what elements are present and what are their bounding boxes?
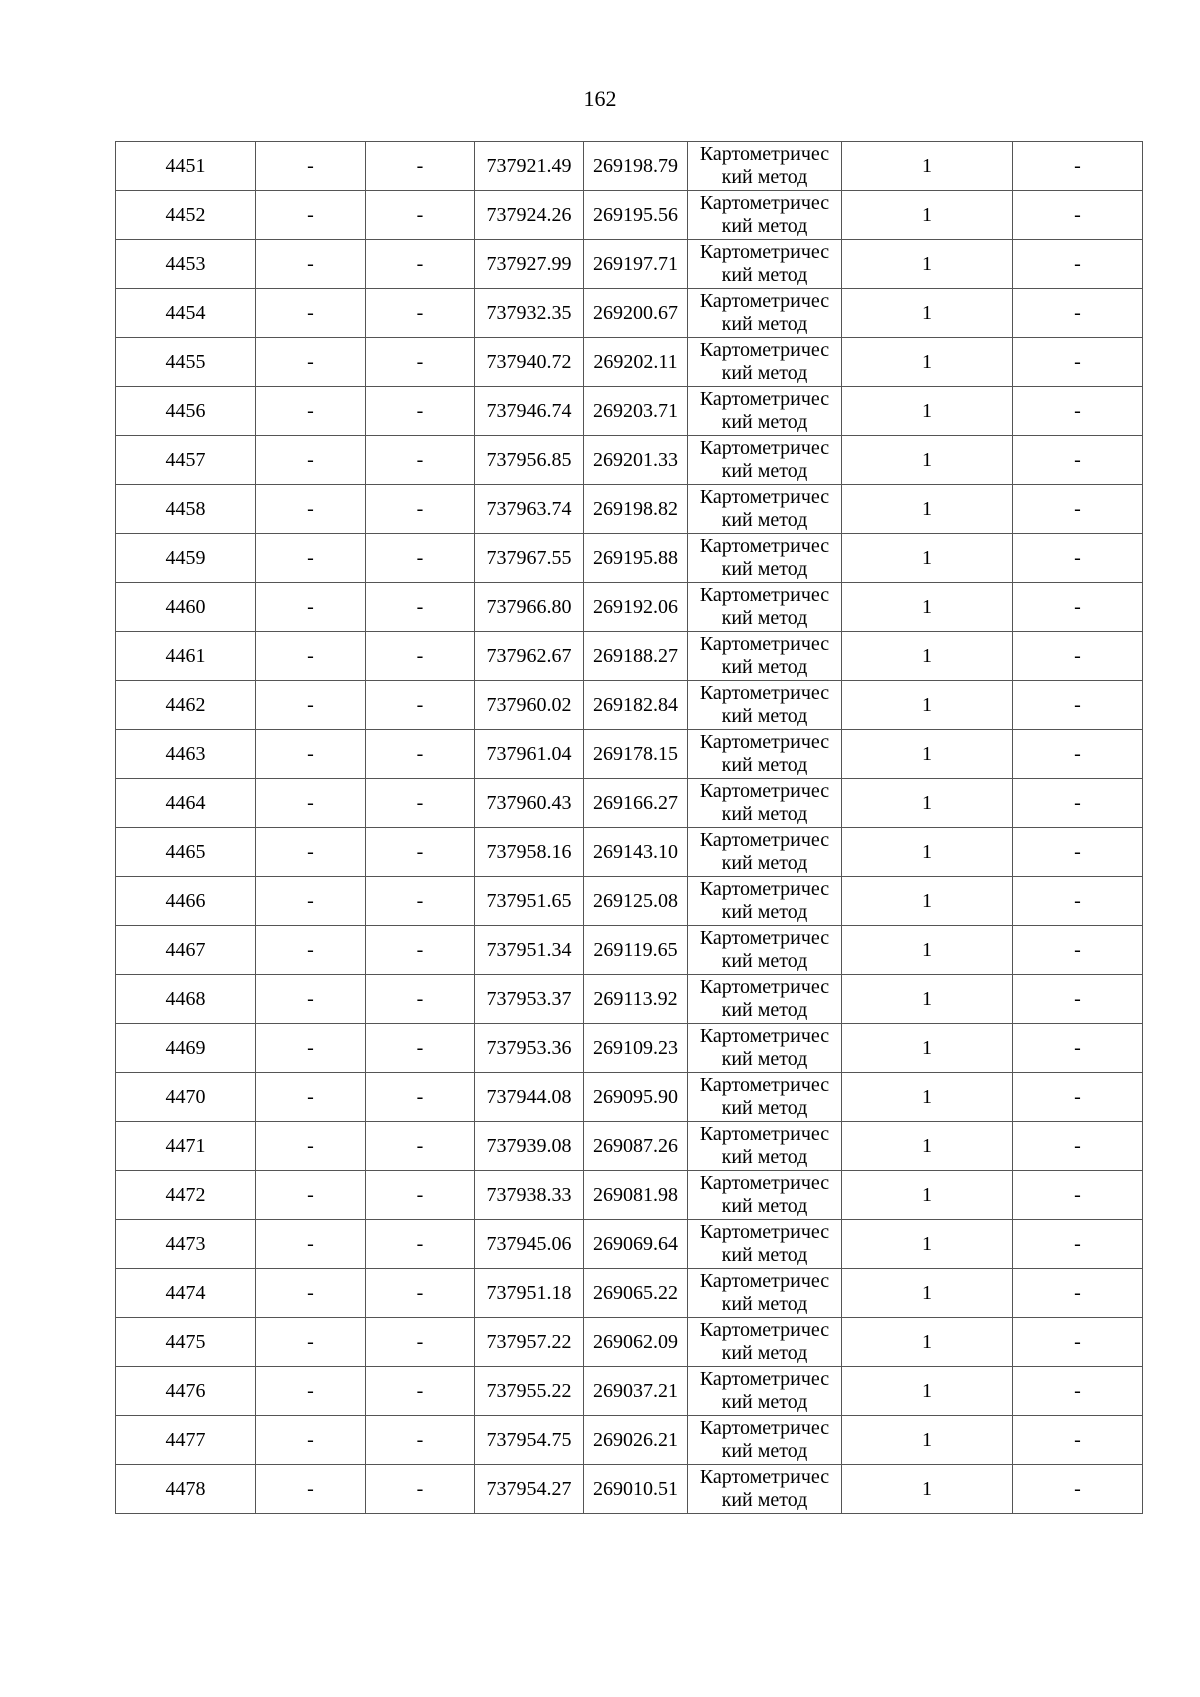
table-row <box>116 485 1143 534</box>
method-cell: Картометричес кий метод <box>688 1269 842 1318</box>
note-cell: - <box>1013 534 1143 583</box>
dash-cell: - <box>366 485 475 534</box>
coord-y-cell: 269095.90 <box>584 1073 688 1122</box>
accuracy-cell: 1 <box>842 1171 1013 1220</box>
accuracy-cell: 1 <box>842 1367 1013 1416</box>
note-cell: - <box>1013 877 1143 926</box>
table-row <box>116 877 1143 926</box>
accuracy-cell: 1 <box>842 877 1013 926</box>
coord-x-cell: 737921.49 <box>475 142 584 191</box>
dash-cell: - <box>256 975 366 1024</box>
method-cell: Картометричес кий метод <box>688 338 842 387</box>
method-cell: Картометричес кий метод <box>688 681 842 730</box>
note-cell: - <box>1013 828 1143 877</box>
note-cell: - <box>1013 1024 1143 1073</box>
point-number-cell: 4476 <box>116 1367 256 1416</box>
point-number-cell: 4453 <box>116 240 256 289</box>
dash-cell: - <box>366 877 475 926</box>
coord-x-cell: 737944.08 <box>475 1073 584 1122</box>
note-cell: - <box>1013 485 1143 534</box>
accuracy-cell: 1 <box>842 1024 1013 1073</box>
coord-x-cell: 737951.34 <box>475 926 584 975</box>
table-row <box>116 142 1143 191</box>
dash-cell: - <box>256 1367 366 1416</box>
method-cell: Картометричес кий метод <box>688 583 842 632</box>
table-row <box>116 1367 1143 1416</box>
accuracy-cell: 1 <box>842 583 1013 632</box>
dash-cell: - <box>256 1465 366 1514</box>
table-row <box>116 583 1143 632</box>
coord-x-cell: 737961.04 <box>475 730 584 779</box>
accuracy-cell: 1 <box>842 1220 1013 1269</box>
point-number-cell: 4460 <box>116 583 256 632</box>
coord-x-cell: 737962.67 <box>475 632 584 681</box>
accuracy-cell: 1 <box>842 828 1013 877</box>
point-number-cell: 4463 <box>116 730 256 779</box>
note-cell: - <box>1013 142 1143 191</box>
accuracy-cell: 1 <box>842 142 1013 191</box>
note-cell: - <box>1013 1465 1143 1514</box>
table-row <box>116 1318 1143 1367</box>
point-number-cell: 4468 <box>116 975 256 1024</box>
method-cell: Картометричес кий метод <box>688 191 842 240</box>
accuracy-cell: 1 <box>842 1073 1013 1122</box>
dash-cell: - <box>256 1220 366 1269</box>
coord-y-cell: 269195.88 <box>584 534 688 583</box>
note-cell: - <box>1013 1171 1143 1220</box>
coord-x-cell: 737966.80 <box>475 583 584 632</box>
coordinates-table <box>115 141 1143 1514</box>
point-number-cell: 4451 <box>116 142 256 191</box>
coord-y-cell: 269166.27 <box>584 779 688 828</box>
dash-cell: - <box>366 975 475 1024</box>
dash-cell: - <box>256 877 366 926</box>
dash-cell: - <box>256 191 366 240</box>
table-row <box>116 1465 1143 1514</box>
coord-y-cell: 269178.15 <box>584 730 688 779</box>
table-row <box>116 828 1143 877</box>
accuracy-cell: 1 <box>842 338 1013 387</box>
dash-cell: - <box>256 289 366 338</box>
accuracy-cell: 1 <box>842 240 1013 289</box>
point-number-cell: 4478 <box>116 1465 256 1514</box>
dash-cell: - <box>366 142 475 191</box>
table-row <box>116 289 1143 338</box>
note-cell: - <box>1013 1318 1143 1367</box>
accuracy-cell: 1 <box>842 1416 1013 1465</box>
dash-cell: - <box>256 779 366 828</box>
table-row <box>116 1122 1143 1171</box>
accuracy-cell: 1 <box>842 1465 1013 1514</box>
dash-cell: - <box>366 534 475 583</box>
note-cell: - <box>1013 1122 1143 1171</box>
accuracy-cell: 1 <box>842 289 1013 338</box>
dash-cell: - <box>256 632 366 681</box>
coord-x-cell: 737960.43 <box>475 779 584 828</box>
method-cell: Картометричес кий метод <box>688 1073 842 1122</box>
dash-cell: - <box>366 1416 475 1465</box>
coord-x-cell: 737953.37 <box>475 975 584 1024</box>
accuracy-cell: 1 <box>842 1318 1013 1367</box>
note-cell: - <box>1013 730 1143 779</box>
method-cell: Картометричес кий метод <box>688 436 842 485</box>
dash-cell: - <box>366 730 475 779</box>
page-number: 162 <box>583 86 617 111</box>
dash-cell: - <box>256 1122 366 1171</box>
coord-y-cell: 269113.92 <box>584 975 688 1024</box>
point-number-cell: 4477 <box>116 1416 256 1465</box>
point-number-cell: 4475 <box>116 1318 256 1367</box>
method-cell: Картометричес кий метод <box>688 240 842 289</box>
accuracy-cell: 1 <box>842 191 1013 240</box>
coord-y-cell: 269125.08 <box>584 877 688 926</box>
note-cell: - <box>1013 1269 1143 1318</box>
note-cell: - <box>1013 975 1143 1024</box>
dash-cell: - <box>256 681 366 730</box>
dash-cell: - <box>256 142 366 191</box>
method-cell: Картометричес кий метод <box>688 289 842 338</box>
dash-cell: - <box>366 632 475 681</box>
dash-cell: - <box>366 289 475 338</box>
point-number-cell: 4466 <box>116 877 256 926</box>
method-cell: Картометричес кий метод <box>688 142 842 191</box>
accuracy-cell: 1 <box>842 779 1013 828</box>
coord-y-cell: 269069.64 <box>584 1220 688 1269</box>
coord-y-cell: 269062.09 <box>584 1318 688 1367</box>
table-row <box>116 387 1143 436</box>
dash-cell: - <box>366 436 475 485</box>
dash-cell: - <box>366 681 475 730</box>
table-row <box>116 1269 1143 1318</box>
accuracy-cell: 1 <box>842 485 1013 534</box>
dash-cell: - <box>366 1122 475 1171</box>
coord-x-cell: 737953.36 <box>475 1024 584 1073</box>
coord-x-cell: 737932.35 <box>475 289 584 338</box>
accuracy-cell: 1 <box>842 1122 1013 1171</box>
note-cell: - <box>1013 1073 1143 1122</box>
coord-y-cell: 269198.82 <box>584 485 688 534</box>
note-cell: - <box>1013 1416 1143 1465</box>
note-cell: - <box>1013 436 1143 485</box>
point-number-cell: 4473 <box>116 1220 256 1269</box>
note-cell: - <box>1013 583 1143 632</box>
accuracy-cell: 1 <box>842 387 1013 436</box>
dash-cell: - <box>256 1073 366 1122</box>
table-row <box>116 1024 1143 1073</box>
table-row <box>116 1220 1143 1269</box>
coord-x-cell: 737951.65 <box>475 877 584 926</box>
point-number-cell: 4474 <box>116 1269 256 1318</box>
accuracy-cell: 1 <box>842 534 1013 583</box>
table-row <box>116 1073 1143 1122</box>
dash-cell: - <box>366 1367 475 1416</box>
coord-y-cell: 269010.51 <box>584 1465 688 1514</box>
coord-x-cell: 737963.74 <box>475 485 584 534</box>
coord-x-cell: 737927.99 <box>475 240 584 289</box>
table-row <box>116 338 1143 387</box>
method-cell: Картометричес кий метод <box>688 1465 842 1514</box>
coord-y-cell: 269200.67 <box>584 289 688 338</box>
point-number-cell: 4454 <box>116 289 256 338</box>
method-cell: Картометричес кий метод <box>688 877 842 926</box>
coord-x-cell: 737945.06 <box>475 1220 584 1269</box>
note-cell: - <box>1013 338 1143 387</box>
method-cell: Картометричес кий метод <box>688 1220 842 1269</box>
method-cell: Картометричес кий метод <box>688 1171 842 1220</box>
coord-x-cell: 737954.27 <box>475 1465 584 1514</box>
note-cell: - <box>1013 926 1143 975</box>
note-cell: - <box>1013 191 1143 240</box>
accuracy-cell: 1 <box>842 436 1013 485</box>
dash-cell: - <box>366 338 475 387</box>
dash-cell: - <box>366 926 475 975</box>
point-number-cell: 4471 <box>116 1122 256 1171</box>
table-row <box>116 730 1143 779</box>
accuracy-cell: 1 <box>842 1269 1013 1318</box>
accuracy-cell: 1 <box>842 730 1013 779</box>
point-number-cell: 4452 <box>116 191 256 240</box>
dash-cell: - <box>366 1171 475 1220</box>
point-number-cell: 4472 <box>116 1171 256 1220</box>
point-number-cell: 4455 <box>116 338 256 387</box>
dash-cell: - <box>256 534 366 583</box>
coord-x-cell: 737938.33 <box>475 1171 584 1220</box>
dash-cell: - <box>366 240 475 289</box>
coord-y-cell: 269037.21 <box>584 1367 688 1416</box>
coord-x-cell: 737956.85 <box>475 436 584 485</box>
dash-cell: - <box>366 828 475 877</box>
coord-y-cell: 269203.71 <box>584 387 688 436</box>
dash-cell: - <box>366 1220 475 1269</box>
method-cell: Картометричес кий метод <box>688 1122 842 1171</box>
coord-y-cell: 269202.11 <box>584 338 688 387</box>
method-cell: Картометричес кий метод <box>688 1367 842 1416</box>
coord-x-cell: 737955.22 <box>475 1367 584 1416</box>
coord-x-cell: 737960.02 <box>475 681 584 730</box>
note-cell: - <box>1013 1220 1143 1269</box>
point-number-cell: 4461 <box>116 632 256 681</box>
dash-cell: - <box>366 387 475 436</box>
table-row <box>116 1416 1143 1465</box>
method-cell: Картометричес кий метод <box>688 1024 842 1073</box>
dash-cell: - <box>256 436 366 485</box>
point-number-cell: 4469 <box>116 1024 256 1073</box>
dash-cell: - <box>256 1171 366 1220</box>
table-row <box>116 681 1143 730</box>
point-number-cell: 4464 <box>116 779 256 828</box>
table-row <box>116 926 1143 975</box>
dash-cell: - <box>256 240 366 289</box>
method-cell: Картометричес кий метод <box>688 975 842 1024</box>
point-number-cell: 4458 <box>116 485 256 534</box>
note-cell: - <box>1013 1367 1143 1416</box>
coord-y-cell: 269198.79 <box>584 142 688 191</box>
coord-y-cell: 269197.71 <box>584 240 688 289</box>
method-cell: Картометричес кий метод <box>688 828 842 877</box>
method-cell: Картометричес кий метод <box>688 1318 842 1367</box>
accuracy-cell: 1 <box>842 975 1013 1024</box>
table-body <box>116 142 1143 1514</box>
coord-y-cell: 269192.06 <box>584 583 688 632</box>
table-row <box>116 779 1143 828</box>
dash-cell: - <box>256 583 366 632</box>
dash-cell: - <box>366 1465 475 1514</box>
table-row <box>116 1171 1143 1220</box>
table-row <box>116 975 1143 1024</box>
coord-y-cell: 269143.10 <box>584 828 688 877</box>
coord-y-cell: 269065.22 <box>584 1269 688 1318</box>
point-number-cell: 4467 <box>116 926 256 975</box>
table-row <box>116 436 1143 485</box>
dash-cell: - <box>366 583 475 632</box>
dash-cell: - <box>256 828 366 877</box>
method-cell: Картометричес кий метод <box>688 926 842 975</box>
accuracy-cell: 1 <box>842 681 1013 730</box>
note-cell: - <box>1013 632 1143 681</box>
method-cell: Картометричес кий метод <box>688 779 842 828</box>
dash-cell: - <box>256 1416 366 1465</box>
coord-x-cell: 737939.08 <box>475 1122 584 1171</box>
method-cell: Картометричес кий метод <box>688 1416 842 1465</box>
coord-x-cell: 737951.18 <box>475 1269 584 1318</box>
dash-cell: - <box>366 1024 475 1073</box>
point-number-cell: 4456 <box>116 387 256 436</box>
coord-x-cell: 737954.75 <box>475 1416 584 1465</box>
table-row <box>116 240 1143 289</box>
coord-y-cell: 269201.33 <box>584 436 688 485</box>
note-cell: - <box>1013 240 1143 289</box>
method-cell: Картометричес кий метод <box>688 632 842 681</box>
dash-cell: - <box>256 485 366 534</box>
method-cell: Картометричес кий метод <box>688 534 842 583</box>
note-cell: - <box>1013 681 1143 730</box>
point-number-cell: 4470 <box>116 1073 256 1122</box>
point-number-cell: 4465 <box>116 828 256 877</box>
table-row <box>116 191 1143 240</box>
dash-cell: - <box>256 338 366 387</box>
coord-y-cell: 269087.26 <box>584 1122 688 1171</box>
dash-cell: - <box>366 1269 475 1318</box>
dash-cell: - <box>366 779 475 828</box>
table-row <box>116 632 1143 681</box>
dash-cell: - <box>256 730 366 779</box>
dash-cell: - <box>256 926 366 975</box>
coord-x-cell: 737946.74 <box>475 387 584 436</box>
table-row <box>116 534 1143 583</box>
coord-y-cell: 269109.23 <box>584 1024 688 1073</box>
dash-cell: - <box>256 1024 366 1073</box>
point-number-cell: 4462 <box>116 681 256 730</box>
coord-y-cell: 269195.56 <box>584 191 688 240</box>
coord-x-cell: 737958.16 <box>475 828 584 877</box>
point-number-cell: 4459 <box>116 534 256 583</box>
coord-x-cell: 737957.22 <box>475 1318 584 1367</box>
coord-y-cell: 269081.98 <box>584 1171 688 1220</box>
note-cell: - <box>1013 289 1143 338</box>
dash-cell: - <box>366 191 475 240</box>
dash-cell: - <box>256 1318 366 1367</box>
dash-cell: - <box>256 387 366 436</box>
accuracy-cell: 1 <box>842 632 1013 681</box>
method-cell: Картометричес кий метод <box>688 730 842 779</box>
coord-x-cell: 737940.72 <box>475 338 584 387</box>
dash-cell: - <box>366 1073 475 1122</box>
point-number-cell: 4457 <box>116 436 256 485</box>
method-cell: Картометричес кий метод <box>688 485 842 534</box>
dash-cell: - <box>256 1269 366 1318</box>
coord-x-cell: 737924.26 <box>475 191 584 240</box>
coord-y-cell: 269182.84 <box>584 681 688 730</box>
accuracy-cell: 1 <box>842 926 1013 975</box>
method-cell: Картометричес кий метод <box>688 387 842 436</box>
note-cell: - <box>1013 387 1143 436</box>
coord-y-cell: 269026.21 <box>584 1416 688 1465</box>
dash-cell: - <box>366 1318 475 1367</box>
note-cell: - <box>1013 779 1143 828</box>
coord-y-cell: 269119.65 <box>584 926 688 975</box>
coord-x-cell: 737967.55 <box>475 534 584 583</box>
coord-y-cell: 269188.27 <box>584 632 688 681</box>
